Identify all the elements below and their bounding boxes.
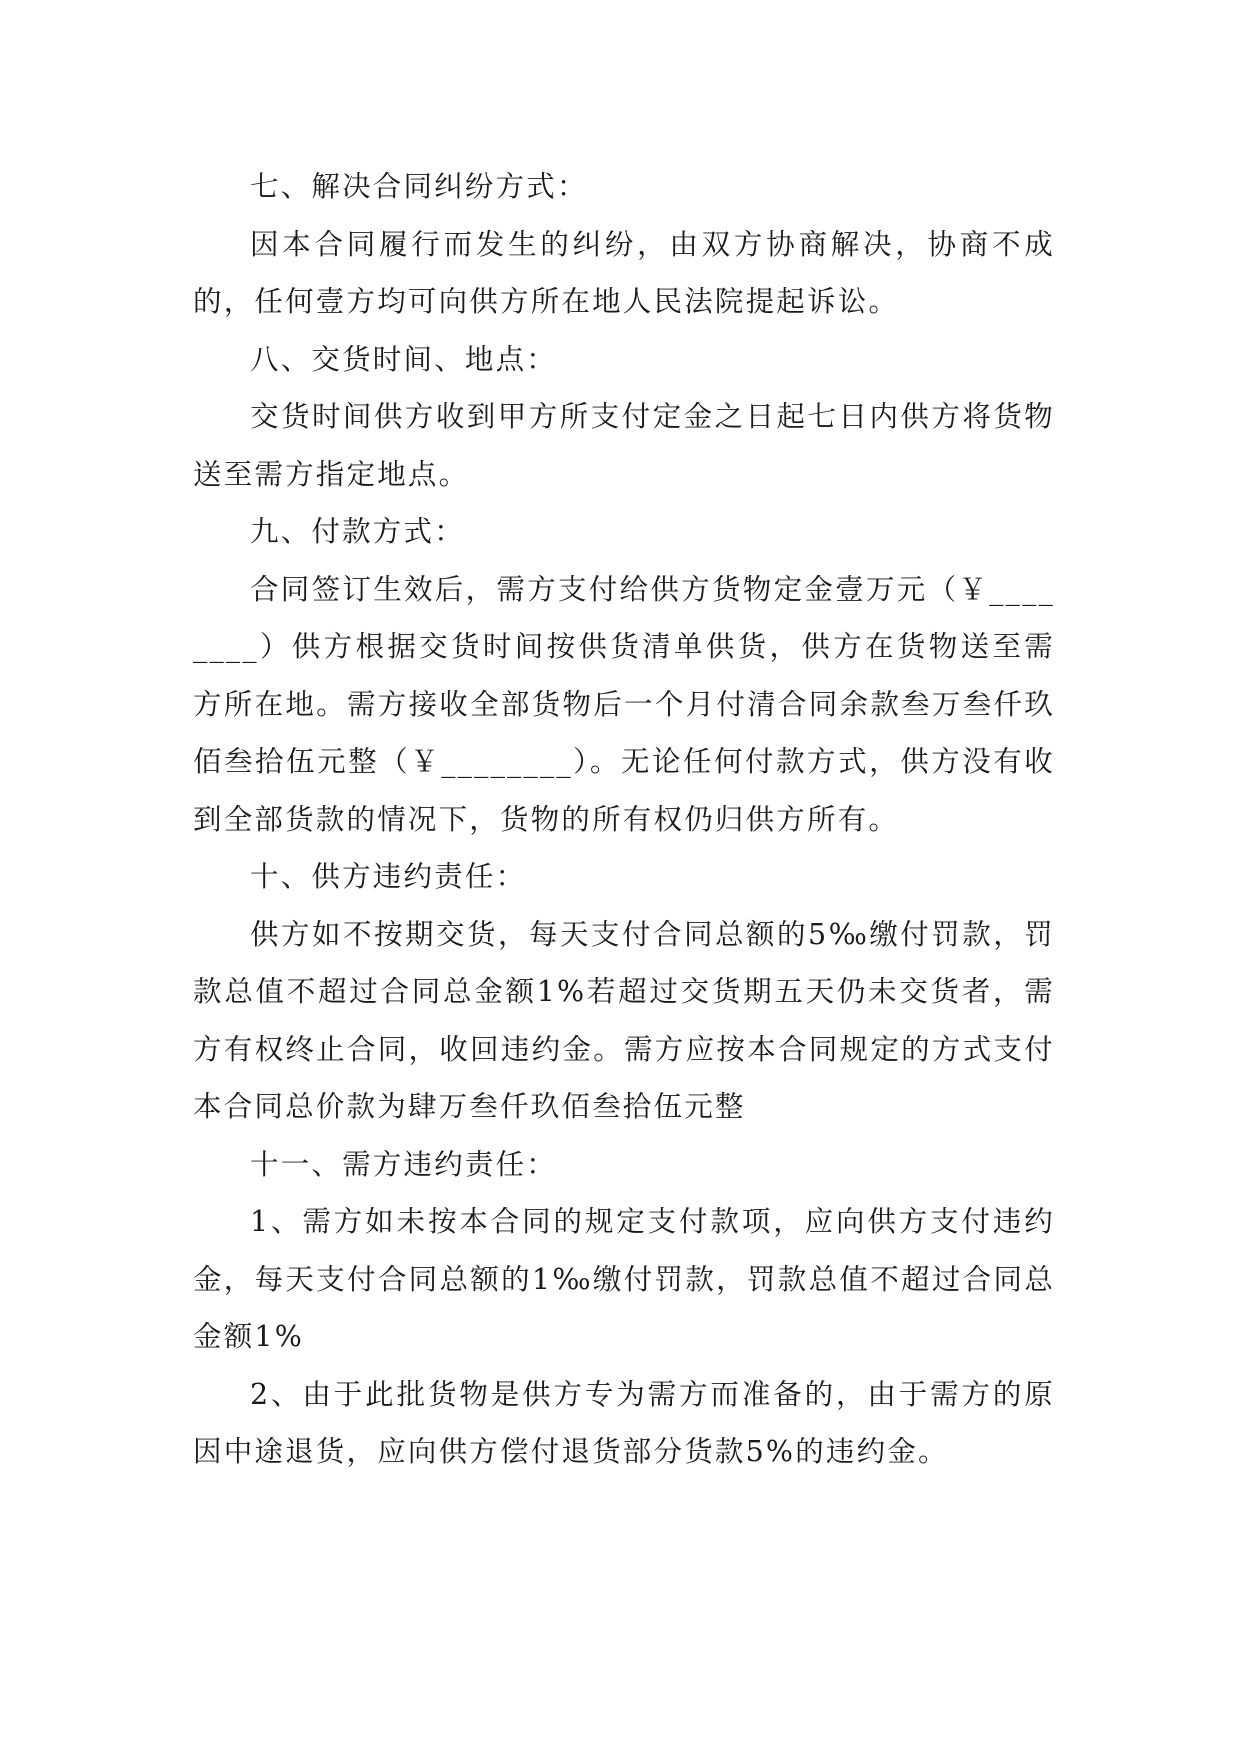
section-11-paragraph-2: 2、由于此批货物是供方专为需方而准备的，由于需方的原因中途退货，应向供方偿付退货部分货款5%的违约金。 — [193, 1377, 1055, 1468]
section-8-paragraph-1: 交货时间供方收到甲方所支付定金之日起七日内供方将货物送至需方指定地点。 — [193, 400, 1055, 491]
section-9-paragraph-1: 合同签订生效后，需方支付给供方货物定金壹万元（￥________）供方根据交货时间按供货清单供货，供方在货物送至需方所在地。需方接收全部货物后一个月付清合同余款叁万叁仟玖佰叁拾伍元整（￥________）。无论任何付款方式，供方没有收到全部货款的情况下，货物的所有权仍归供方所有。 — [193, 572, 1055, 836]
section-heading-9: 九、付款方式： — [250, 515, 465, 548]
contract-page — [193, 158, 1055, 1481]
section-heading-11: 十一、需方违约责任： — [250, 1147, 558, 1181]
section-heading-8: 八、交货时间、地点： — [250, 342, 558, 376]
section-11-paragraph-1: 1、需方如未按本合同的规定支付款项，应向供方支付违约金，每天支付合同总额的1‰缴付罚款，罚款总值不超过合同总金额1% — [193, 1205, 1055, 1353]
section-7-paragraph-1: 因本合同履行而发生的纠纷，由双方协商解决，协商不成的，任何壹方均可向供方所在地人民法院提起诉讼。 — [193, 227, 1055, 318]
section-heading-7: 七、解决合同纠纷方式： — [250, 170, 588, 203]
section-10-paragraph-1: 供方如不按期交货，每天支付合同总额的5‰缴付罚款，罚款总值不超过合同总金额1%若超过交货期五天仍未交货者，需方有权终止合同，收回违约金。需方应按本合同规定的方式支付本合同总价款为肆万叁仟玖佰叁拾伍元整 — [193, 917, 1055, 1123]
section-heading-10: 十、供方违约责任： — [250, 860, 527, 893]
